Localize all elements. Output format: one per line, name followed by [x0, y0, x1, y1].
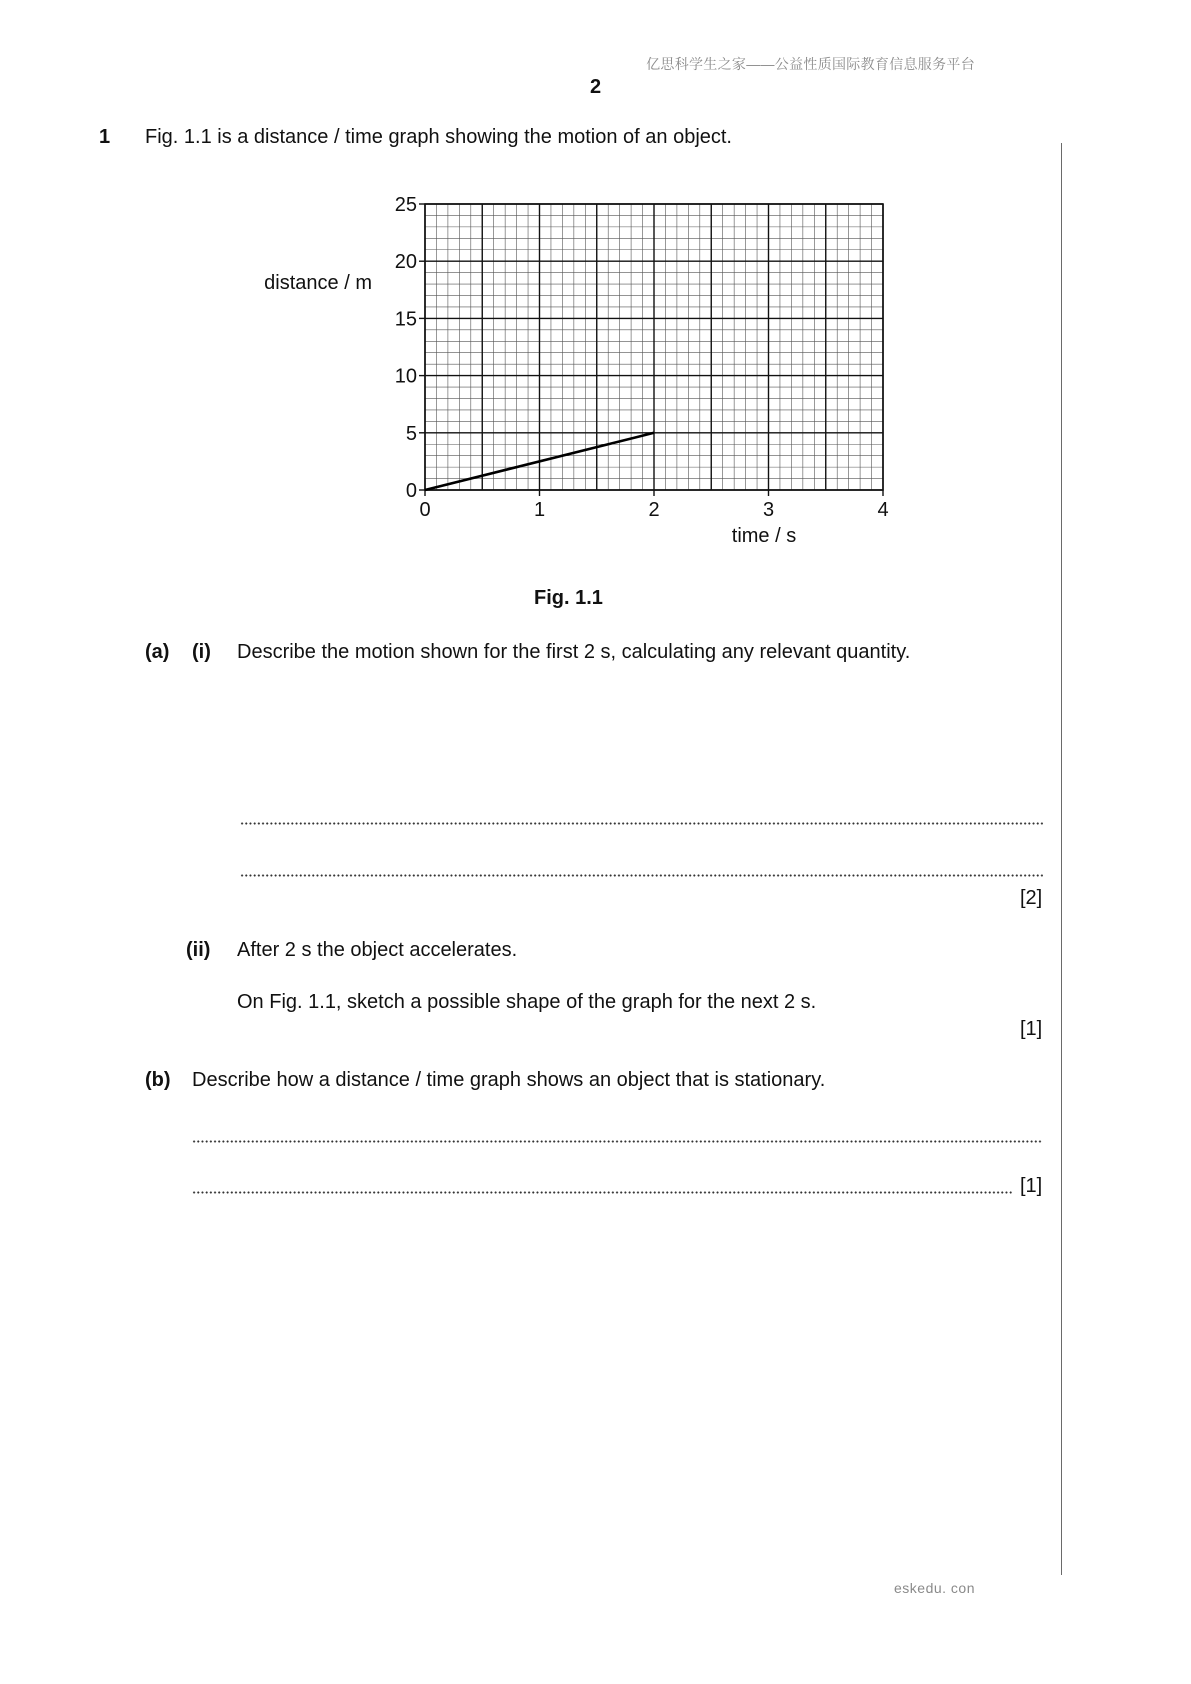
x-tick-label: 0 [419, 499, 431, 521]
axis-ticks [419, 204, 883, 496]
watermark-footer: eskedu. con [894, 1580, 975, 1596]
distance-time-graph [0, 0, 1191, 600]
x-axis-label: time / s [731, 525, 797, 547]
x-tick-label: 3 [762, 499, 775, 521]
figure-caption: Fig. 1.1 [534, 587, 603, 609]
part-a-i-text: Describe the motion shown for the first 2 s, calculating any relevant quantity. [237, 641, 911, 663]
y-tick-label: 20 [394, 251, 417, 274]
part-b-text: Describe how a distance / time graph shows an object that is stationary. [192, 1069, 826, 1091]
part-a-ii-text-1: After 2 s the object accelerates. [237, 939, 518, 961]
page-number: 2 [590, 76, 602, 98]
answer-line-b-2[interactable] [192, 1191, 1013, 1194]
x-tick-label: 2 [648, 499, 660, 521]
y-tick-label: 10 [394, 365, 417, 388]
answer-line-a-i-1[interactable] [240, 822, 1043, 825]
part-a-label: (a) [145, 641, 170, 663]
question-number: 1 [99, 126, 111, 148]
marks-a-i: [2] [1020, 887, 1043, 909]
y-tick-label: 15 [394, 308, 417, 331]
answer-line-a-i-2[interactable] [240, 874, 1043, 877]
marks-b: [1] [1020, 1175, 1043, 1197]
y-axis-label: distance / m [264, 272, 372, 294]
marks-a-ii: [1] [1020, 1018, 1043, 1040]
part-b-label: (b) [145, 1069, 171, 1091]
x-tick-label: 4 [877, 499, 889, 521]
answer-line-b-1[interactable] [192, 1140, 1043, 1143]
x-tick-label: 1 [533, 499, 546, 521]
question-intro: Fig. 1.1 is a distance / time graph showing the motion of an object. [145, 126, 732, 148]
watermark-header: 亿思科学生之家——公益性质国际教育信息服务平台 [646, 56, 975, 72]
part-a-ii-text-2: On Fig. 1.1, sketch a possible shape of the graph for the next 2 s. [237, 991, 817, 1013]
y-tick-label: 5 [405, 422, 417, 445]
y-tick-label: 0 [405, 480, 417, 502]
part-a-i-label: (i) [192, 641, 211, 663]
y-tick-label: 25 [394, 194, 417, 216]
part-a-ii-label: (ii) [186, 939, 211, 961]
